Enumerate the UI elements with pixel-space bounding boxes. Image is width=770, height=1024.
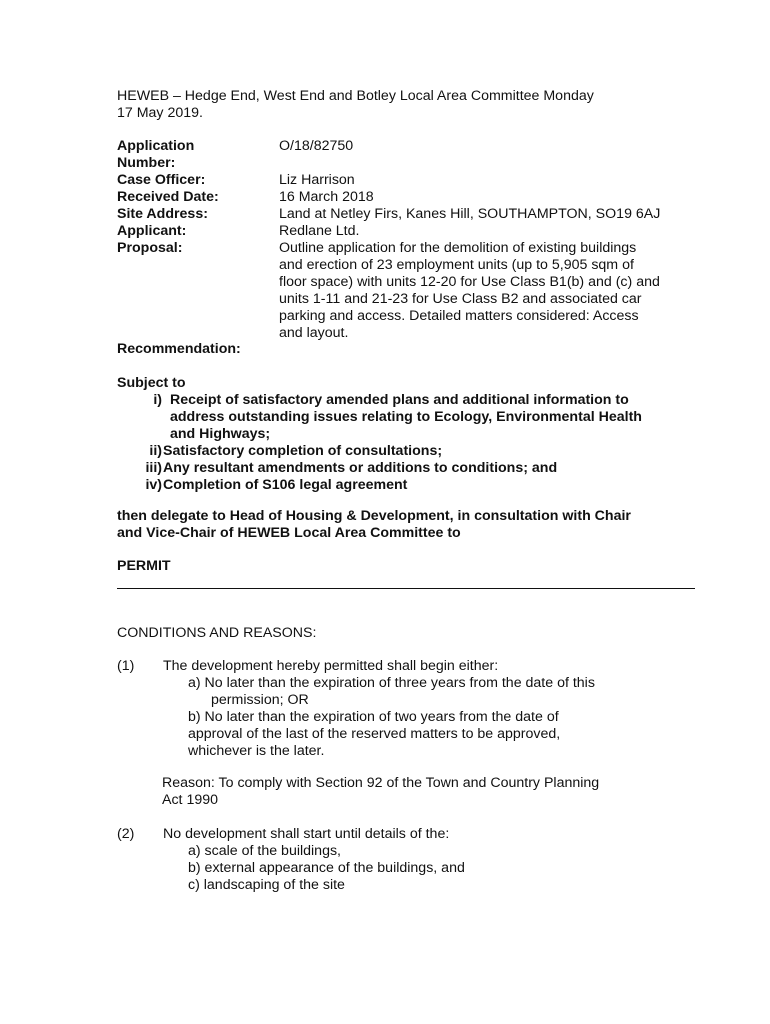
proposal-row	[117, 240, 717, 342]
horizontal-divider	[117, 588, 695, 589]
subitem-line: permission; OR	[211, 692, 309, 708]
case-officer-value: Liz Harrison	[279, 172, 355, 188]
item-text: Receipt of satisfactory amended plans and additional information to	[170, 392, 629, 408]
item-text: Completion of S106 legal agreement	[163, 477, 408, 493]
applicant-value: Redlane Ltd.	[279, 223, 360, 239]
delegation-line-2: and Vice-Chair of HEWEB Local Area Committee to	[117, 525, 461, 541]
list-item	[117, 392, 697, 443]
received-date-value: 16 March 2018	[279, 189, 374, 205]
subject-to-list	[117, 375, 697, 494]
proposal-line: floor space) with units 12-20 for Use Class B1(b) and (c) and	[279, 274, 660, 290]
item-number: ii)	[149, 443, 162, 459]
case-officer-label: Case Officer:	[117, 172, 206, 188]
conditions-title: CONDITIONS AND REASONS:	[117, 625, 317, 641]
proposal-line: parking and access. Detailed matters considered: Access	[279, 308, 639, 324]
recommendation-label: Recommendation:	[117, 341, 241, 357]
item-number: iv)	[145, 477, 162, 493]
proposal-label: Proposal:	[117, 240, 183, 256]
subitem-line: a) No later than the expiration of three years from the date of this	[188, 675, 595, 691]
committee-heading	[117, 88, 677, 122]
proposal-line: units 1-11 and 21-23 for Use Class B2 and associated car	[279, 291, 642, 307]
condition-text: The development hereby permitted shall begin either:	[163, 658, 499, 674]
received-date-label: Received Date:	[117, 189, 219, 205]
subject-intro: Subject to	[117, 375, 186, 391]
decision-permit: PERMIT	[117, 558, 171, 574]
number-label: Number:	[117, 155, 176, 171]
application-number-value: O/18/82750	[279, 138, 354, 154]
condition-1-reason	[162, 775, 599, 809]
site-address-value: Land at Netley Firs, Kanes Hill, SOUTHAMPTON, SO19 6AJ	[279, 206, 661, 222]
application-label: Application	[117, 138, 195, 154]
reason-line-1: Reason: To comply with Section 92 of the Town and Country Planning	[162, 775, 600, 791]
list-item	[117, 477, 697, 494]
subitem-line: a) scale of the buildings,	[188, 843, 342, 859]
list-item	[117, 460, 697, 477]
proposal-line: and erection of 23 employment units (up to 5,905 sqm of	[279, 257, 634, 273]
condition-subitems	[188, 675, 595, 760]
site-address-label: Site Address:	[117, 206, 208, 222]
item-text: and Highways;	[170, 426, 271, 442]
subitem-line: b) external appearance of the buildings, and	[188, 860, 465, 876]
applicant-label: Applicant:	[117, 223, 187, 239]
subitem-line: approval of the last of the reserved matters to be approved,	[188, 726, 561, 742]
condition-subitems	[188, 843, 465, 894]
case-officer-row	[117, 172, 717, 189]
item-number: iii)	[145, 460, 162, 476]
subitem-line: whichever is the later.	[188, 743, 325, 759]
condition-number: (1)	[117, 658, 135, 674]
delegation-statement	[117, 508, 631, 542]
application-details	[117, 138, 717, 342]
item-text: Any resultant amendments or additions to conditions; and	[163, 460, 558, 476]
delegation-line-1: then delegate to Head of Housing & Development, in consultation with Chair	[117, 508, 631, 524]
item-text: Satisfactory completion of consultations;	[163, 443, 443, 459]
condition-number: (2)	[117, 826, 135, 842]
subitem-line: b) No later than the expiration of two years from the date of	[188, 709, 559, 725]
reason-line-2: Act 1990	[162, 792, 219, 808]
condition-text: No development shall start until details of the:	[163, 826, 450, 842]
item-number: i)	[153, 392, 162, 408]
proposal-line: and layout.	[279, 325, 349, 341]
application-number-row	[117, 138, 717, 172]
received-date-row	[117, 189, 717, 206]
heading-line-2: 17 May 2019.	[117, 105, 203, 121]
heading-line-1: HEWEB – Hedge End, West End and Botley Local Area Committee Monday	[117, 88, 594, 104]
site-address-row	[117, 206, 717, 223]
applicant-row	[117, 223, 717, 240]
list-item	[117, 443, 697, 460]
item-text: address outstanding issues relating to Ecology, Environmental Health	[170, 409, 642, 425]
proposal-line: Outline application for the demolition of existing buildings	[279, 240, 637, 256]
subitem-line: c) landscaping of the site	[188, 877, 345, 893]
